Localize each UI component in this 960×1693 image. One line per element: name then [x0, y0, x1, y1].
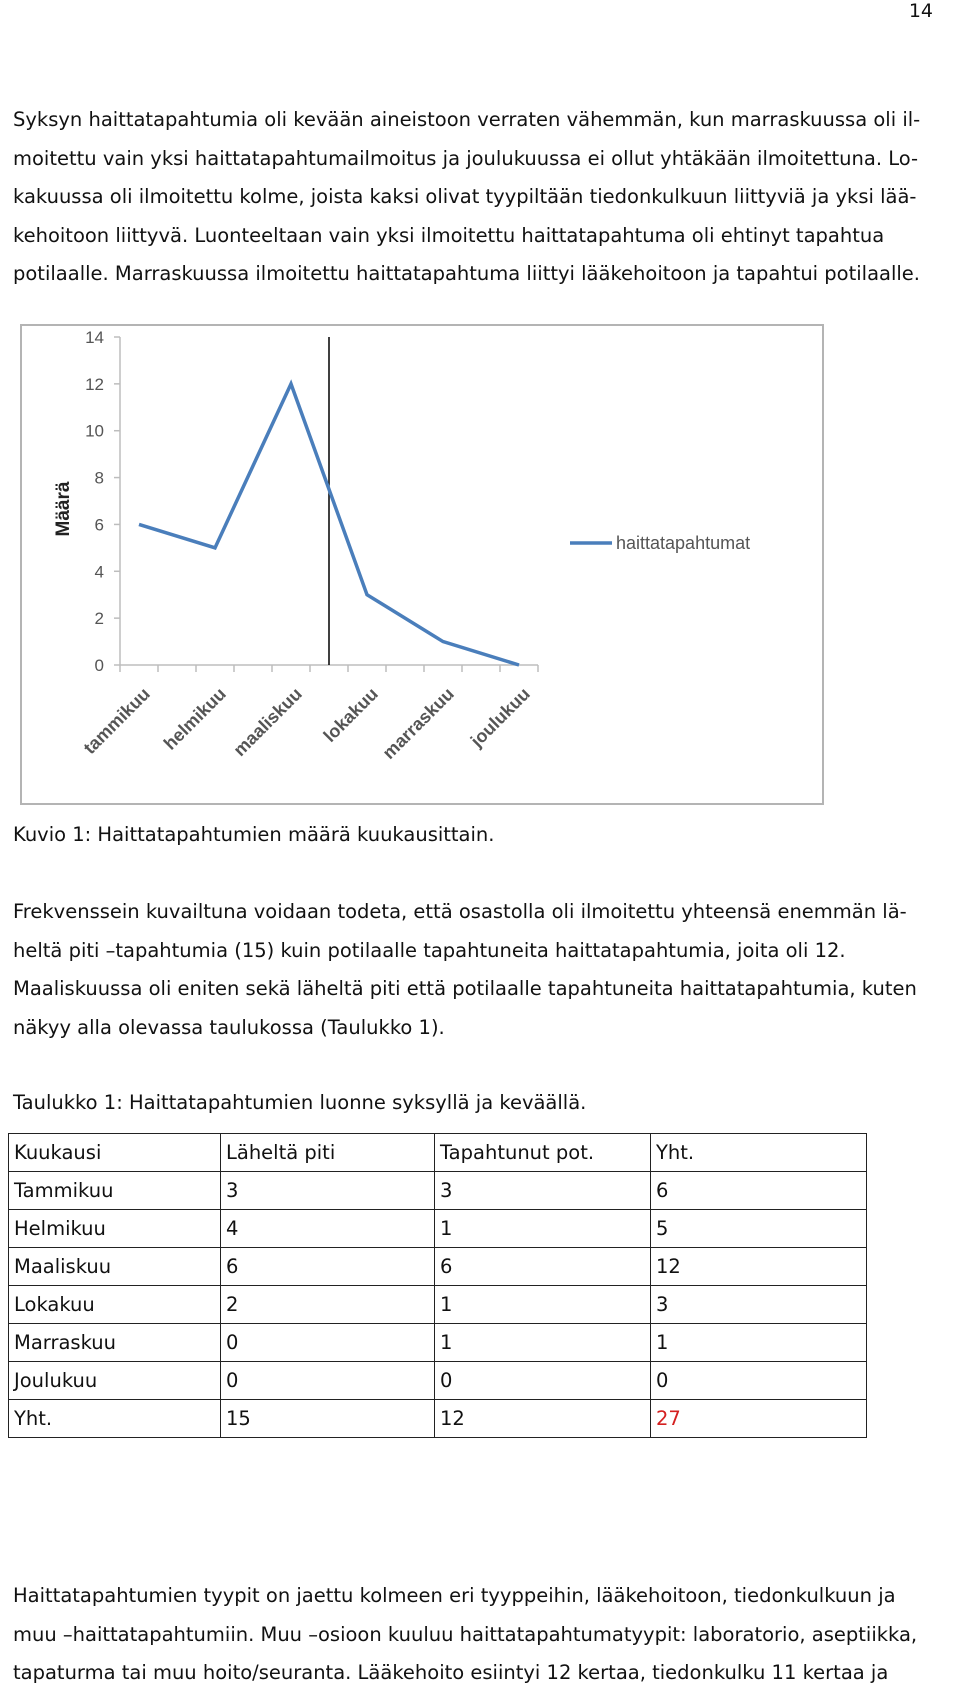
paragraph-line: tapaturma tai muu hoito/seuranta. Lääkehoito esiintyi 12 kertaa, tiedonkulku 11 kertaa ja: [13, 1661, 889, 1684]
header-cell: Kuukausi: [9, 1134, 221, 1172]
y-tick-label: 2: [94, 609, 104, 629]
table-cell: 0: [651, 1362, 867, 1400]
y-tick-label: 4: [94, 562, 104, 582]
y-axis-title: Määrä: [53, 481, 74, 537]
paragraph-line: heltä piti –tapahtumia (15) kuin potilaalle tapahtuneita haittatapahtumia, joita oli 12.: [13, 938, 846, 962]
x-category-label: joulukuu: [466, 683, 534, 751]
page-number: 14: [908, 0, 933, 22]
x-category-label: lokakuu: [319, 683, 382, 746]
paragraph-line: näkyy alla olevassa taulukossa (Taulukko 1).: [13, 1015, 445, 1039]
table-cell: 0: [221, 1324, 435, 1362]
table-row: [9, 1362, 867, 1400]
paragraph-line: Syksyn haittatapahtumia oli kevään aineistoon verraten vähemmän, kun marraskuussa oli il-: [13, 108, 921, 131]
table-cell: 1: [651, 1324, 867, 1362]
table-cell: 2: [221, 1286, 435, 1324]
paragraph-event-types: [13, 1577, 948, 1693]
figure-caption: Kuvio 1: Haittatapahtumien määrä kuukausittain.: [13, 823, 495, 846]
paragraph-line: potilaalle. Marraskuussa ilmoitettu haittatapahtuma liittyi lääkehoitoon ja tapahtui potilaalle.: [13, 262, 921, 285]
table-cell: Helmikuu: [9, 1210, 221, 1248]
paragraph-frequencies: [13, 893, 948, 1047]
table-cell: 5: [651, 1210, 867, 1248]
table-cell: 12: [651, 1248, 867, 1286]
legend-label: haittatapahtumat: [616, 533, 751, 553]
table-total-row: [9, 1400, 867, 1438]
y-tick-label: 10: [85, 421, 104, 441]
table-cell: 1: [435, 1210, 651, 1248]
table-caption: Taulukko 1: Haittatapahtumien luonne syksyllä ja keväällä.: [13, 1091, 587, 1114]
table-header-row: [9, 1134, 867, 1172]
paragraph-line: Maaliskuussa oli eniten sekä läheltä piti että potilaalle tapahtuneita haittatapahtumia, kuten: [13, 977, 917, 1000]
table-cell: Maaliskuu: [9, 1248, 221, 1286]
x-category-label: marraskuu: [378, 683, 458, 763]
y-tick-label: 0: [94, 656, 104, 675]
table-cell: Yht.: [9, 1400, 221, 1438]
paragraph-line: Haittatapahtumien tyypit on jaettu kolmeen eri tyyppeihin, lääkehoitoon, tiedonkulkuun ja: [13, 1584, 896, 1607]
table-cell: 3: [435, 1172, 651, 1210]
table-cell: 0: [435, 1362, 651, 1400]
line-chart: [20, 324, 824, 805]
table-cell: 0: [221, 1362, 435, 1400]
table-row: [9, 1210, 867, 1248]
paragraph-line: kehoitoon liittyvä. Luonteeltaan vain yksi ilmoitettu haittatapahtuma oli ehtinyt tapahtua: [13, 223, 885, 247]
paragraph-autumn-events: [13, 101, 948, 294]
table-cell: Marraskuu: [9, 1324, 221, 1362]
table-cell: Lokakuu: [9, 1286, 221, 1324]
table-cell: 15: [221, 1400, 435, 1438]
table-cell: 6: [435, 1248, 651, 1286]
table-row: [9, 1172, 867, 1210]
paragraph-line: moitettu vain yksi haittatapahtumailmoitus ja joulukuussa ei ollut yhtäkään ilmoitettuna. Lo-: [13, 146, 919, 170]
chart-canvas: [22, 326, 822, 803]
table-cell: 1: [435, 1286, 651, 1324]
x-category-label: helmikuu: [159, 683, 230, 754]
table-cell: 6: [221, 1248, 435, 1286]
header-cell: Yht.: [651, 1134, 867, 1172]
paragraph-line: muu –haittatapahtumiin. Muu –osioon kuuluu haittatapahtumatyypit: laboratorio, aseptiikka,: [13, 1622, 918, 1646]
paragraph-line: Frekvenssein kuvailtuna voidaan todeta, että osastolla oli ilmoitettu yhteensä enemmän lä-: [13, 900, 907, 923]
table-cell: 4: [221, 1210, 435, 1248]
table-cell: 1: [435, 1324, 651, 1362]
x-category-label: maaliskuu: [229, 683, 306, 761]
x-category-label: tammikuu: [79, 683, 154, 758]
table-row: [9, 1286, 867, 1324]
table-cell: Joulukuu: [9, 1362, 221, 1400]
table-cell: Tammikuu: [9, 1172, 221, 1210]
y-tick-label: 14: [85, 328, 104, 347]
y-tick-label: 8: [94, 468, 104, 488]
grand-total-cell: 27: [651, 1400, 867, 1438]
table-cell: 12: [435, 1400, 651, 1438]
header-cell: Tapahtunut pot.: [435, 1134, 651, 1172]
paragraph-line: kakuussa oli ilmoitettu kolme, joista kaksi olivat tyypiltään tiedonkulkuun liittyviä ja yksi lää-: [13, 185, 917, 208]
events-table: [8, 1133, 867, 1438]
table-cell: 3: [651, 1286, 867, 1324]
table-cell: 3: [221, 1172, 435, 1210]
y-tick-label: 12: [85, 374, 104, 394]
y-tick-label: 6: [94, 515, 104, 535]
table-row: [9, 1324, 867, 1362]
table-cell: 6: [651, 1172, 867, 1210]
table-row: [9, 1248, 867, 1286]
header-cell: Läheltä piti: [221, 1134, 435, 1172]
